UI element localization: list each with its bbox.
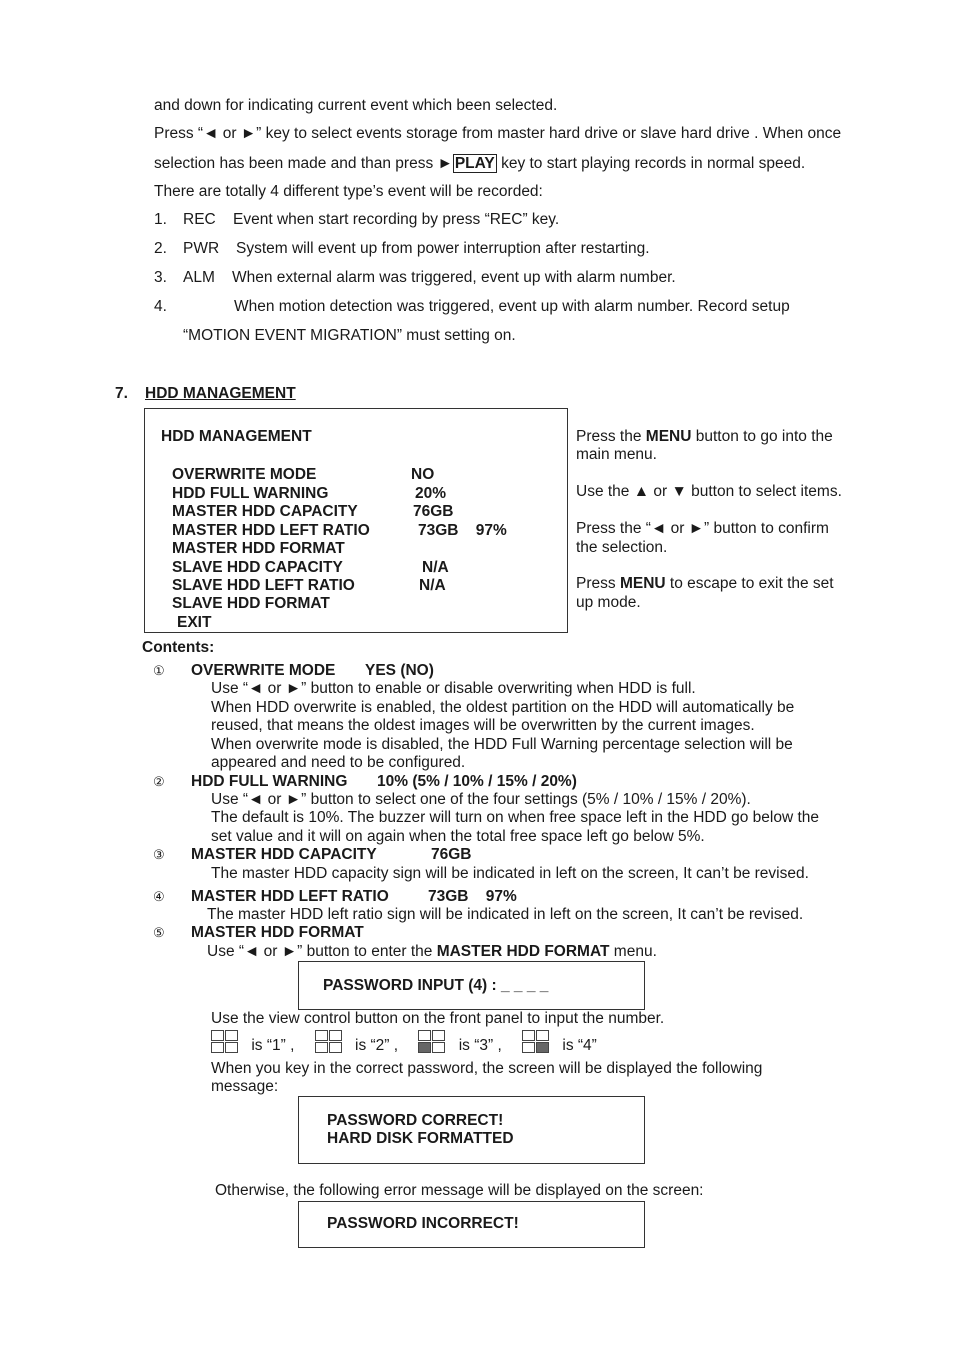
quad-key-2-icon <box>315 1030 343 1054</box>
side-instruction: Use the ▲ or ▼ button to select items. <box>576 483 842 500</box>
key-label: is “2” , <box>355 1037 399 1054</box>
key-label: is “3” , <box>458 1037 502 1054</box>
contents-heading: Contents: <box>142 639 215 656</box>
password-input-text: PASSWORD INPUT (4) : _ _ _ _ <box>323 977 549 994</box>
event-item-code: REC <box>183 211 216 228</box>
key-label: is “4” <box>562 1037 597 1054</box>
menu-value: 73GB 97% <box>418 522 507 539</box>
intro-line: There are totally 4 different type’s event will be recorded: <box>154 183 543 200</box>
item-text: When overwrite mode is disabled, the HDD Full Warning percentage selection will be <box>211 736 793 753</box>
menu-item-slave-hdd-format: SLAVE HDD FORMAT <box>172 595 330 612</box>
section-number: 7. <box>115 385 128 402</box>
item-text: appeared and need to be configured. <box>211 754 466 771</box>
item-text: The default is 10%. The buzzer will turn on when free space left in the HDD go below the <box>211 809 819 826</box>
item-text: Use “◄ or ►” button to enable or disable overwriting when HDD is full. <box>211 680 696 697</box>
password-incorrect-text: PASSWORD INCORRECT! <box>327 1215 519 1232</box>
menu-item-slave-hdd-left-ratio: SLAVE HDD LEFT RATIO <box>172 577 355 594</box>
intro-line: and down for indicating current event which been selected. <box>154 97 558 114</box>
menu-item-master-hdd-format: MASTER HDD FORMAT <box>172 540 345 557</box>
quad-key-1-icon <box>211 1030 239 1054</box>
menu-title: HDD MANAGEMENT <box>161 428 312 445</box>
item-marker: ③ <box>153 847 165 862</box>
event-item-code: ALM <box>183 269 215 286</box>
hard-disk-formatted-text: HARD DISK FORMATTED <box>327 1130 514 1147</box>
menu-item-exit: EXIT <box>177 614 212 631</box>
event-item-desc: System will event up from power interruption after restarting. <box>236 240 650 257</box>
item-text: When HDD overwrite is enabled, the oldest partition on the HDD will automatically be <box>211 699 795 716</box>
item-text: Otherwise, the following error message will be displayed on the screen: <box>215 1182 704 1199</box>
item-text: set value and it will on again when the total free space left go below 5%. <box>211 828 705 845</box>
item-text: Use “◄ or ►” button to select one of the four settings (5% / 10% / 15% / 20%). <box>211 791 751 808</box>
menu-value: N/A <box>419 577 446 594</box>
side-instruction: main menu. <box>576 446 657 463</box>
item-title: HDD FULL WARNING <box>191 773 348 790</box>
menu-item-hdd-full-warning: HDD FULL WARNING <box>172 485 329 502</box>
menu-item-master-hdd-left-ratio: MASTER HDD LEFT RATIO <box>172 522 370 539</box>
intro-text: selection has been made and than press ► <box>154 155 453 172</box>
side-instruction: Press MENU to escape to exit the set <box>576 575 834 592</box>
item-title: MASTER HDD CAPACITY <box>191 846 377 863</box>
item-text: When you key in the correct password, the screen will be displayed the following <box>211 1060 763 1077</box>
menu-item-slave-hdd-capacity: SLAVE HDD CAPACITY <box>172 559 343 576</box>
item-text: Use the view control button on the front panel to input the number. <box>211 1010 665 1027</box>
side-instruction: up mode. <box>576 594 641 611</box>
menu-item-master-hdd-capacity: MASTER HDD CAPACITY <box>172 503 358 520</box>
side-instruction: Press the MENU button to go into the <box>576 428 833 445</box>
item-title: MASTER HDD LEFT RATIO <box>191 888 389 905</box>
item-text: The master HDD capacity sign will be indicated in left on the screen, It can’t be revised. <box>211 865 809 882</box>
quad-key-4-icon <box>522 1030 550 1054</box>
event-item-number: 3. <box>154 269 167 286</box>
event-item-desc: When motion detection was triggered, event up with alarm number. Record setup <box>234 298 790 315</box>
side-instruction: the selection. <box>576 539 668 556</box>
item-marker: ① <box>153 663 165 678</box>
item-text: reused, that means the oldest images will be overwritten by the current images. <box>211 717 755 734</box>
item-value: 76GB <box>431 846 472 863</box>
event-item-number: 1. <box>154 211 167 228</box>
event-item-desc: When external alarm was triggered, event up with alarm number. <box>232 269 676 286</box>
play-key-label: PLAY <box>454 155 495 172</box>
event-item-code: PWR <box>183 240 220 257</box>
quad-key-3-icon <box>418 1030 446 1054</box>
item-title: OVERWRITE MODE <box>191 662 336 679</box>
item-marker: ④ <box>153 889 165 904</box>
event-item-number: 2. <box>154 240 167 257</box>
menu-item-overwrite-mode: OVERWRITE MODE <box>172 466 317 483</box>
intro-text: key to start playing records in normal speed. <box>496 155 806 172</box>
item-text: The master HDD left ratio sign will be indicated in left on the screen, It can’t be revised. <box>207 906 804 923</box>
item-text: message: <box>211 1078 279 1095</box>
event-item-desc-cont: “MOTION EVENT MIGRATION” must setting on. <box>183 327 516 344</box>
item-title: MASTER HDD FORMAT <box>191 924 364 941</box>
intro-line <box>154 155 805 173</box>
item-text: Use “◄ or ►” button to enter the MASTER HDD FORMAT menu. <box>207 943 657 960</box>
event-item-number: 4. <box>154 298 167 315</box>
password-correct-text: PASSWORD CORRECT! <box>327 1112 504 1129</box>
item-marker: ② <box>153 774 165 789</box>
item-marker: ⑤ <box>153 925 165 940</box>
side-instruction: Press the “◄ or ►” button to confirm <box>576 520 829 537</box>
key-row <box>211 1030 597 1055</box>
menu-value: 20% <box>415 485 447 502</box>
menu-value: N/A <box>422 559 449 576</box>
key-label: is “1” , <box>251 1037 295 1054</box>
menu-value: 76GB <box>413 503 454 520</box>
item-value: YES (NO) <box>365 662 434 679</box>
item-value: 73GB 97% <box>428 888 517 905</box>
section-title: HDD MANAGEMENT <box>145 385 296 402</box>
item-value: 10% (5% / 10% / 15% / 20%) <box>377 773 577 790</box>
menu-value: NO <box>411 466 435 483</box>
event-item-desc: Event when start recording by press “REC” key. <box>233 211 560 228</box>
intro-line: Press “◄ or ►” key to select events storage from master hard drive or slave hard drive . When once <box>154 125 842 142</box>
